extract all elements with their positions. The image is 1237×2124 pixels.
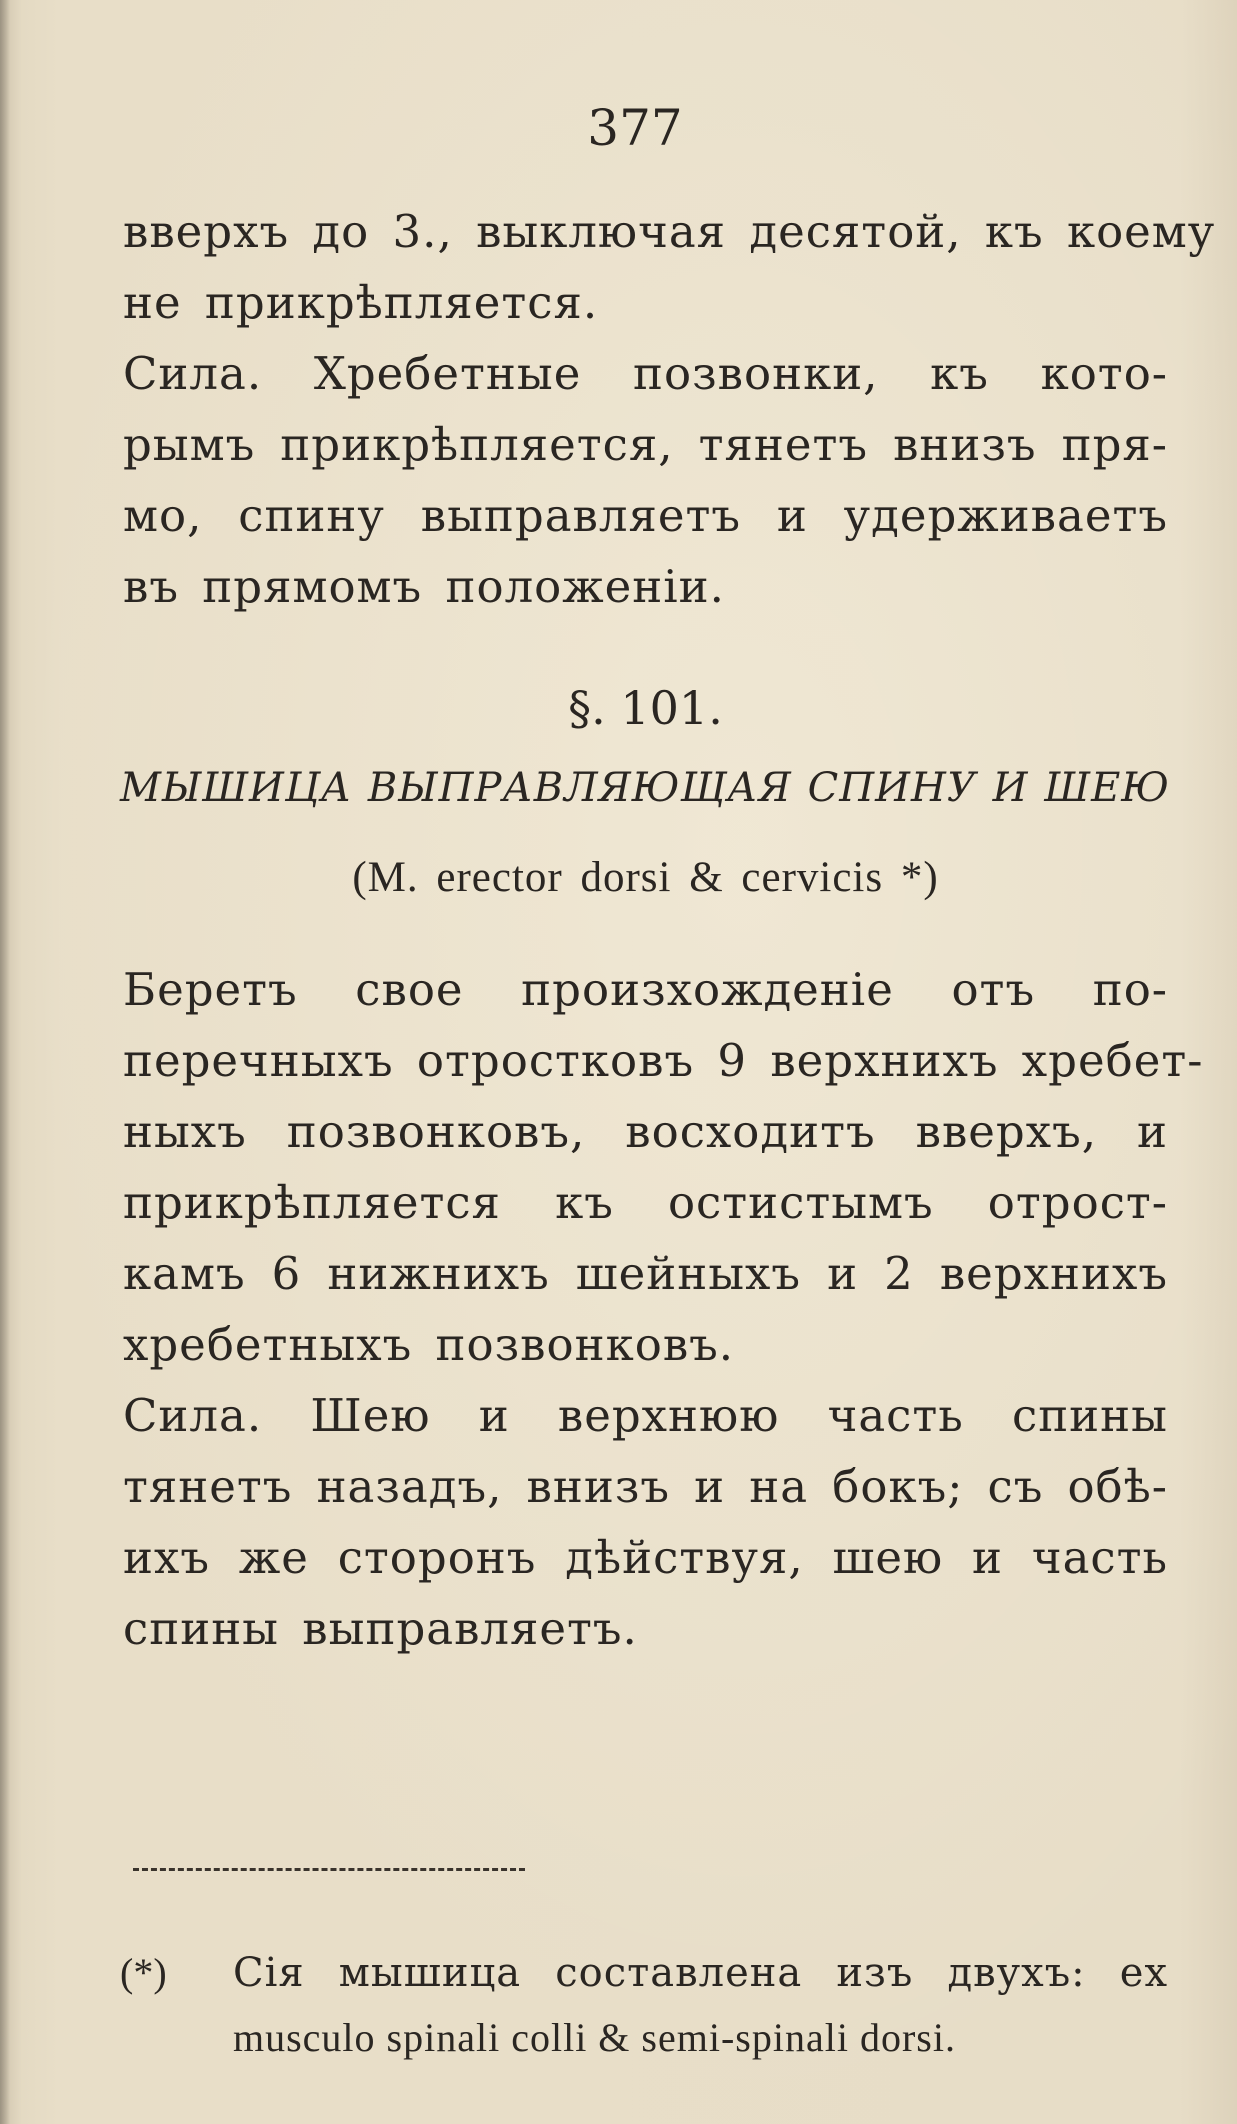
- section-heading: МЫШИЦА ВЫПРАВЛЯЮЩАЯ СПИНУ И ШЕЮ: [120, 765, 1170, 811]
- section-number: §. 101.: [568, 681, 723, 735]
- top-paragraph-line-2: не прикрѣпляется.: [123, 276, 599, 329]
- sila-2-line-2: тянетъ назадъ, внизъ и на бокъ; съ обѣ-: [123, 1460, 1168, 1513]
- top-paragraph-line-1: вверхъ до 3., выключая десятой, къ коему: [123, 205, 1216, 258]
- sila-1-line-1: Сила. Хребетные позвонки, къ кото-: [123, 347, 1168, 400]
- footnote-marker: (*): [120, 1950, 167, 1995]
- body-paragraph-line-2: перечныхъ отростковъ 9 верхнихъ хребет-: [123, 1034, 1204, 1087]
- section-latin-name: (M. erector dorsi & cervicis *): [352, 854, 939, 901]
- body-paragraph-line-6: хребетныхъ позвонковъ.: [123, 1318, 735, 1371]
- body-paragraph-line-4: прикрѣпляется къ остистымъ отрост-: [123, 1176, 1168, 1229]
- sila-1-line-2: рымъ прикрѣпляется, тянетъ внизъ пря-: [123, 418, 1168, 471]
- footnote-divider: [133, 1868, 525, 1871]
- sila-1-line-3: мо, спину выправляетъ и удерживаетъ: [123, 489, 1168, 542]
- sila-2-line-3: ихъ же сторонъ дѣйствуя, шею и часть: [123, 1531, 1168, 1584]
- footnote-line-1: Сiя мышица составлена изъ двухъ: ex: [233, 1950, 1168, 1996]
- body-paragraph-line-1: Беретъ свое произхожденiе отъ по-: [123, 963, 1168, 1016]
- body-paragraph-line-5: камъ 6 нижнихъ шейныхъ и 2 верхнихъ: [123, 1247, 1168, 1300]
- page-gutter-shadow: [0, 0, 10, 2124]
- body-paragraph-line-3: ныхъ позвонковъ, восходитъ вверхъ, и: [123, 1105, 1168, 1158]
- sila-2-line-4: спины выправляетъ.: [123, 1602, 638, 1655]
- footnote-line-2: musculo spinali colli & semi-spinali dorsi.: [233, 2015, 956, 2060]
- sila-1-line-4: въ прямомъ положенiи.: [123, 560, 725, 613]
- sila-2-line-1: Сила. Шею и верхнюю часть спины: [123, 1389, 1168, 1442]
- page-number: 377: [587, 99, 683, 157]
